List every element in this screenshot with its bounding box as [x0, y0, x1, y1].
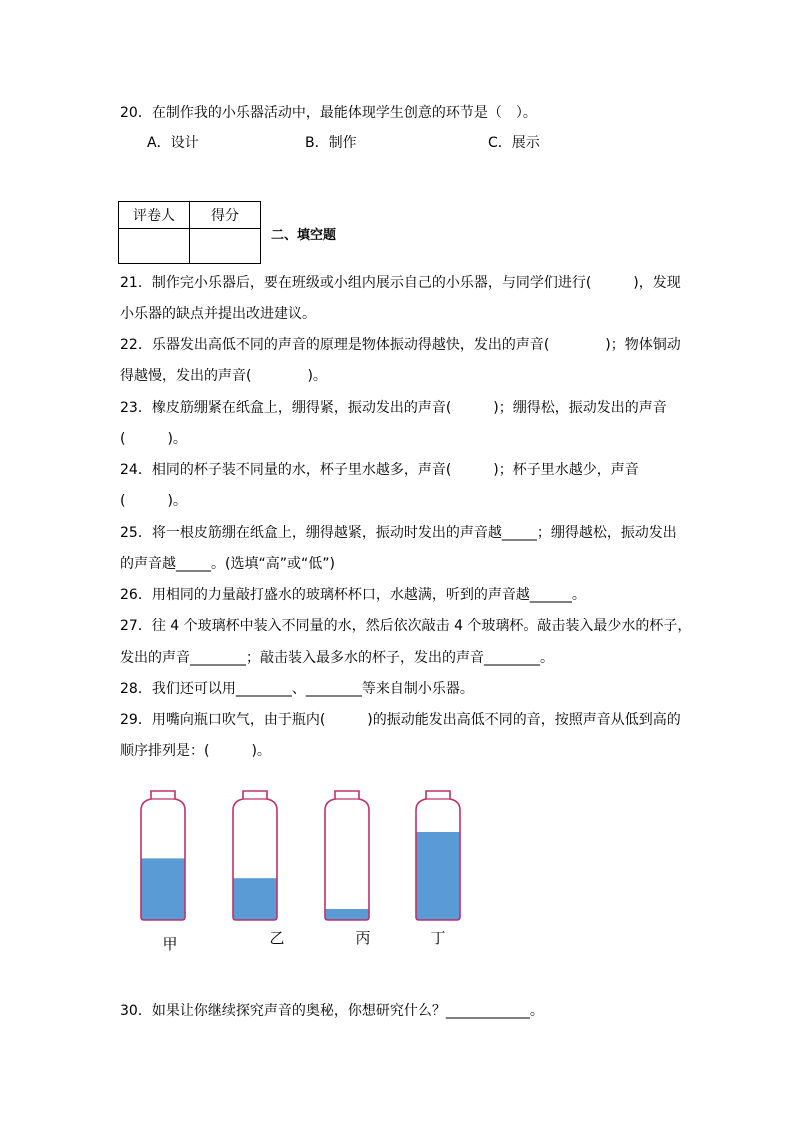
- option-c: C．展示: [488, 135, 540, 151]
- q25-line-1: 25．将一根皮筋绷在纸盒上，绷得越紧，振动时发出的声音越_____；绷得越松，振动发出: [120, 525, 677, 541]
- option-b: B．制作: [305, 135, 357, 151]
- section-title: 二、填空题: [271, 228, 337, 243]
- grader-cell: [119, 229, 190, 264]
- score-cell: [190, 229, 261, 264]
- q28-line: 28．我们还可以用________、________等来自制小乐器。: [120, 681, 474, 697]
- q26-line: 26．用相同的力量敲打盛水的玻璃杯杯口，水越满，听到的声音越______。: [120, 587, 586, 603]
- bottle-water: [416, 832, 460, 920]
- question-20: 20．在制作我的小乐器活动中，最能体现学生创意的环节是（ ）。: [120, 105, 537, 121]
- q24-line-1: 24．相同的杯子装不同量的水，杯子里水越多，声音( )；杯子里水越少，声音: [120, 462, 639, 478]
- q22-line-2: 得越慢，发出的声音( )。: [120, 368, 327, 384]
- q27-line-1: 27．往 4 个玻璃杯中装入不同量的水，然后依次敲击 4 个玻璃杯。敲击装入最少水的杯子，: [120, 618, 692, 634]
- bottle-2: [233, 791, 285, 947]
- bottles-figure: [120, 783, 480, 963]
- bottle-3: [325, 791, 371, 947]
- bottle-water: [141, 858, 185, 920]
- q29-line-2: 顺序排列是：( )。: [120, 743, 271, 759]
- bottle-label: 丙: [355, 929, 371, 947]
- q23-line-1: 23．橡皮筋绷紧在纸盒上，绷得紧，振动发出的声音( )；绷得松，振动发出的声音: [120, 400, 667, 416]
- q29-line-1: 29．用嘴向瓶口吹气，由于瓶内( )的振动能发出高低不同的音，按照声音从低到高的: [120, 712, 681, 728]
- question-30: 30．如果让你继续探究声音的奥秘，你想研究什么？____________。: [120, 1003, 544, 1019]
- score-header: 得分: [190, 202, 261, 229]
- bottle-label: 乙: [269, 929, 285, 947]
- score-table: [118, 201, 261, 264]
- q25-line-2: 的声音越_____。(选填“高”或“低”): [120, 556, 335, 572]
- q21-line-1: 21．制作完小乐器后，要在班级或小组内展示自己的小乐器，与同学们进行( )，发现: [120, 275, 681, 291]
- grader-header: 评卷人: [119, 202, 190, 229]
- q27-line-2: 发出的声音________；敲击装入最多水的杯子，发出的声音________。: [120, 650, 554, 666]
- bottle-label: 丁: [430, 929, 446, 947]
- q24-line-2: ( )。: [120, 493, 187, 509]
- bottle-label: 甲: [162, 935, 178, 953]
- q22-line-1: 22．乐器发出高低不同的声音的原理是物体振动得越快，发出的声音( )；物体铜动: [120, 337, 681, 353]
- bottle-4: [416, 791, 460, 947]
- bottle-outline: [325, 791, 369, 920]
- bottle-1: [141, 791, 185, 953]
- option-a: A．设计: [147, 135, 199, 151]
- q23-line-2: ( )。: [120, 431, 187, 447]
- bottle-water: [233, 878, 277, 920]
- bottle-water: [325, 909, 369, 920]
- q21-line-2: 小乐器的缺点并提出改进建议。: [120, 306, 316, 322]
